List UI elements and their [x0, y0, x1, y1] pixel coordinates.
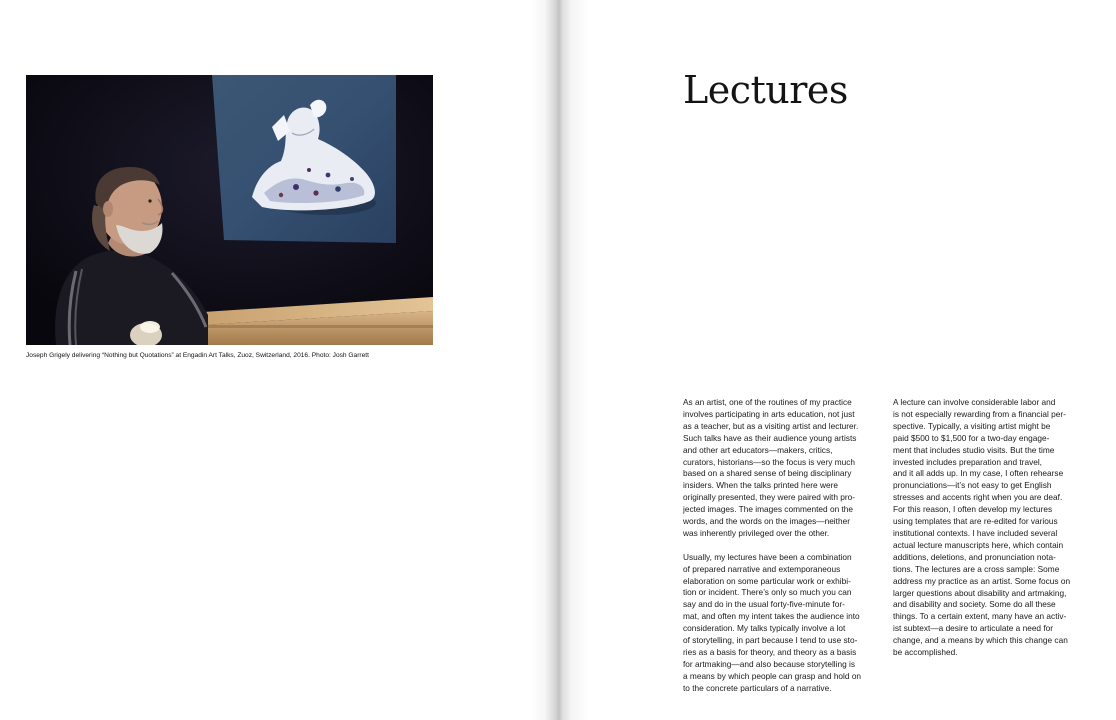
text-line: additions, deletions, and pronunciation nota-: [893, 551, 1056, 562]
text-line: ries as a basis for theory, and theory as a basis: [683, 647, 857, 658]
text-line: jected images. The images commented on the: [683, 504, 854, 515]
text-line: ment that includes studio visits. But the time: [893, 444, 1055, 455]
text-line: paid $500 to $1,500 for a two-day engage-: [893, 432, 1050, 443]
text-line: As an artist, one of the routines of my practice: [683, 397, 852, 407]
text-line: for artmaking—and also because storytelling is: [683, 658, 856, 669]
text-line: based on a shared sense of being disciplinary: [683, 468, 852, 479]
text-line: say and do in the usual forty-five-minute for-: [683, 599, 845, 610]
text-line: and it all adds up. In my case, I often rehearse: [893, 468, 1064, 479]
text-line: things. To a certain extent, many have an activ-: [893, 611, 1067, 622]
text-line: elaboration on some particular work or exhibi-: [683, 575, 851, 586]
lecture-photo: [26, 75, 433, 345]
text-column-left: [683, 397, 883, 695]
text-line: Usually, my lectures have been a combination: [683, 551, 852, 562]
text-line: larger questions about disability and artmaking,: [893, 587, 1067, 598]
text-line: words, and the words on the images—neither: [683, 516, 850, 527]
text-line: be accomplished.: [893, 647, 958, 658]
text-line: Such talks have as their audience young artists: [683, 432, 857, 443]
text-line: tions. The lectures are a cross sample: Some: [893, 563, 1060, 574]
text-line: involves participating in arts education, not just: [683, 408, 855, 419]
text-line: institutional contexts. I have included several: [893, 527, 1058, 538]
text-line: and other art educators—makers, critics,: [683, 444, 833, 455]
text-line: is not especially rewarding from a financial per-: [893, 408, 1066, 419]
chapter-title: Lectures: [683, 68, 848, 112]
text-line: consideration. My talks typically involve a lot: [683, 623, 846, 634]
paragraph: [893, 397, 1093, 659]
text-line: invested includes preparation and travel,: [893, 456, 1042, 467]
text-line: curators, historians—so the focus is very much: [683, 456, 855, 467]
text-line: of storytelling, in part because I tend to use sto-: [683, 635, 858, 646]
text-line: spective. Typically, a visiting artist might be: [893, 420, 1051, 431]
text-line: using templates that are re-edited for various: [893, 516, 1058, 527]
text-line: and disability and society. Some do all these: [893, 599, 1056, 610]
text-line: A lecture can involve considerable labor and: [893, 397, 1056, 407]
paragraph: [683, 397, 883, 540]
text-line: originally presented, they were paired with pro-: [683, 492, 856, 503]
text-line: actual lecture manuscripts here, which contain: [893, 539, 1064, 550]
text-line: For this reason, I often develop my lectures: [893, 504, 1053, 515]
text-column-right: [893, 397, 1093, 659]
text-line: pronunciations—it’s not easy to get English: [893, 480, 1052, 491]
text-line: to the concrete particulars of a narrative.: [683, 682, 832, 693]
text-line: was inherently privileged over the other.: [683, 527, 830, 538]
photo-caption: Joseph Grigely delivering “Nothing but Quotations” at Engadin Art Talks, Zuoz, Switzerland, 2016. Photo: Josh Garrett: [26, 352, 369, 359]
text-line: change, and a means by which this change can: [893, 635, 1068, 646]
left-page: [0, 0, 548, 720]
text-line: insiders. When the talks printed here were: [683, 480, 838, 491]
text-line: stresses and accents right when you are deaf.: [893, 492, 1063, 503]
text-line: of prepared narrative and extemporaneous: [683, 563, 841, 574]
text-line: tion or incident. There’s only so much you can: [683, 587, 852, 598]
text-line: address my practice as an artist. Some focus on: [893, 575, 1071, 586]
text-line: mat, and often my intent takes the audience into: [683, 611, 860, 622]
text-line: as a teacher, but as a visiting artist and lecturer.: [683, 420, 859, 431]
paragraph: [683, 552, 883, 695]
text-line: a means by which people can grasp and hold on: [683, 670, 862, 681]
text-line: ist subtext—a desire to articulate a need for: [893, 623, 1054, 634]
